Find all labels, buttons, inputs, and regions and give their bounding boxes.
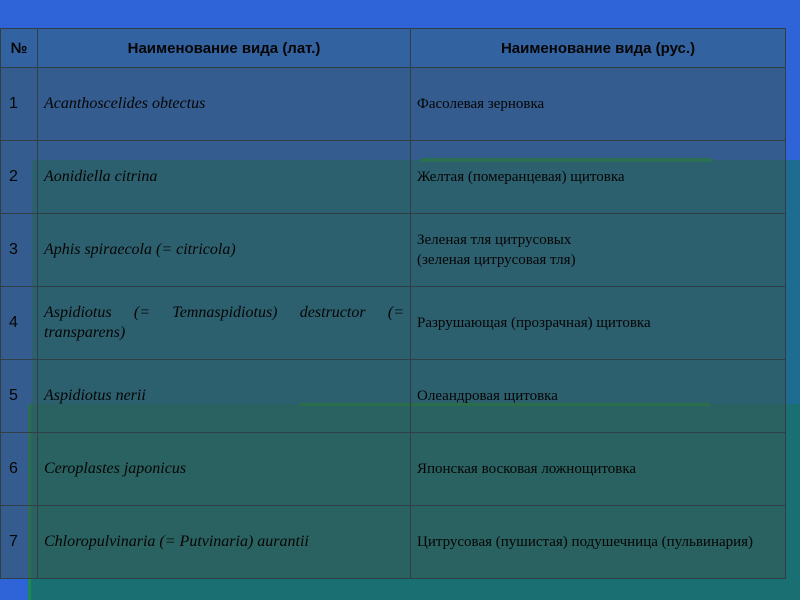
latin-name: Aspidiotus (= Temnaspidiotus) destructor (= transparens)	[38, 287, 411, 360]
row-number: 1	[1, 68, 38, 141]
row-number: 3	[1, 214, 38, 287]
table-row	[1, 214, 786, 287]
row-number: 5	[1, 360, 38, 433]
row-number: 2	[1, 141, 38, 214]
russian-name: Японская восковая ложнощитовка	[411, 433, 786, 506]
table-header-row	[1, 29, 786, 68]
latin-name: Ceroplastes japonicus	[38, 433, 411, 506]
latin-name: Aonidiella citrina	[38, 141, 411, 214]
table-row	[1, 433, 786, 506]
table-row	[1, 68, 786, 141]
row-number: 4	[1, 287, 38, 360]
russian-name	[411, 214, 786, 287]
row-number: 6	[1, 433, 38, 506]
table-row	[1, 506, 786, 579]
latin-name: Aphis spiraecola (= citricola)	[38, 214, 411, 287]
latin-name-column-header: Наименование вида (лат.)	[38, 29, 411, 68]
latin-name: Chloropulvinaria (= Putvinaria) aurantii	[38, 506, 411, 579]
table-row	[1, 360, 786, 433]
species-table	[0, 28, 786, 579]
russian-name: Цитрусовая (пушистая) подушечница (пульвинария)	[411, 506, 786, 579]
russian-name: Фасолевая зерновка	[411, 68, 786, 141]
latin-name: Acanthoscelides obtectus	[38, 68, 411, 141]
number-column-header: №	[1, 29, 38, 68]
russian-name-line-1: Зеленая тля цитрусовых	[417, 232, 572, 248]
russian-name: Олеандровая щитовка	[411, 360, 786, 433]
latin-name: Aspidiotus nerii	[38, 360, 411, 433]
russian-name-line-2: (зеленая цитрусовая тля)	[417, 252, 576, 268]
russian-name: Разрушающая (прозрачная) щитовка	[411, 287, 786, 360]
russian-name-column-header: Наименование вида (рус.)	[411, 29, 786, 68]
table-row	[1, 141, 786, 214]
russian-name: Желтая (померанцевая) щитовка	[411, 141, 786, 214]
row-number: 7	[1, 506, 38, 579]
table-row	[1, 287, 786, 360]
